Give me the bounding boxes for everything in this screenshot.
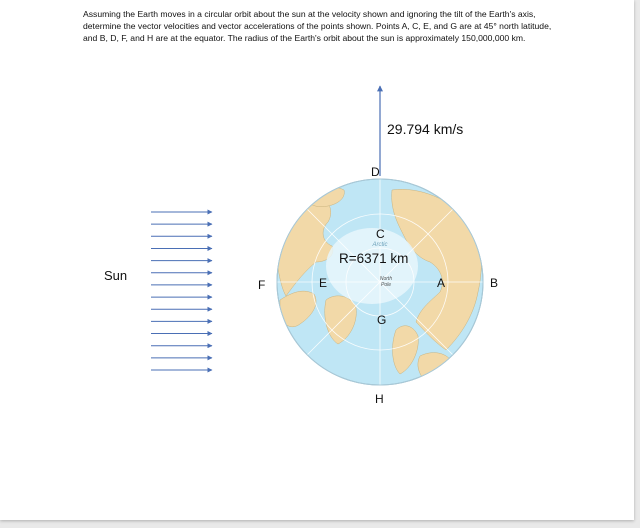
land-europe-south [418, 353, 452, 381]
point-h-label: H [375, 392, 384, 406]
earth-globe [276, 179, 483, 385]
point-a-label: A [437, 276, 446, 290]
arctic-label: Arctic [372, 242, 388, 248]
velocity-label: 29.794 km/s [387, 121, 464, 137]
problem-statement: Assuming the Earth moves in a circular orbit about the sun at the velocity shown and ignoring the tilt of the Earth's axis, determine the vector velocities and vector accelerations of the points shown. Points A, C, E, and G are at 45° north latitude, and B, D, F, and H are at the equator. The radius of the Earth's orbit about the sun is approximately 150,000,000 km. [83, 9, 552, 43]
arctic-ice [326, 228, 418, 304]
point-f-label: F [258, 278, 266, 292]
north-pole-label-line1: North [379, 276, 393, 282]
point-b-label: B [490, 276, 499, 290]
point-c-label: C [376, 227, 385, 241]
sun-rays [151, 212, 212, 370]
point-d-label: D [371, 165, 380, 179]
earth-radius-label: R=6371 km [339, 251, 409, 266]
point-g-label: G [377, 313, 387, 327]
north-pole-label-line2: Pole [380, 282, 392, 288]
point-e-label: E [319, 276, 328, 290]
sun-label: Sun [104, 268, 128, 283]
